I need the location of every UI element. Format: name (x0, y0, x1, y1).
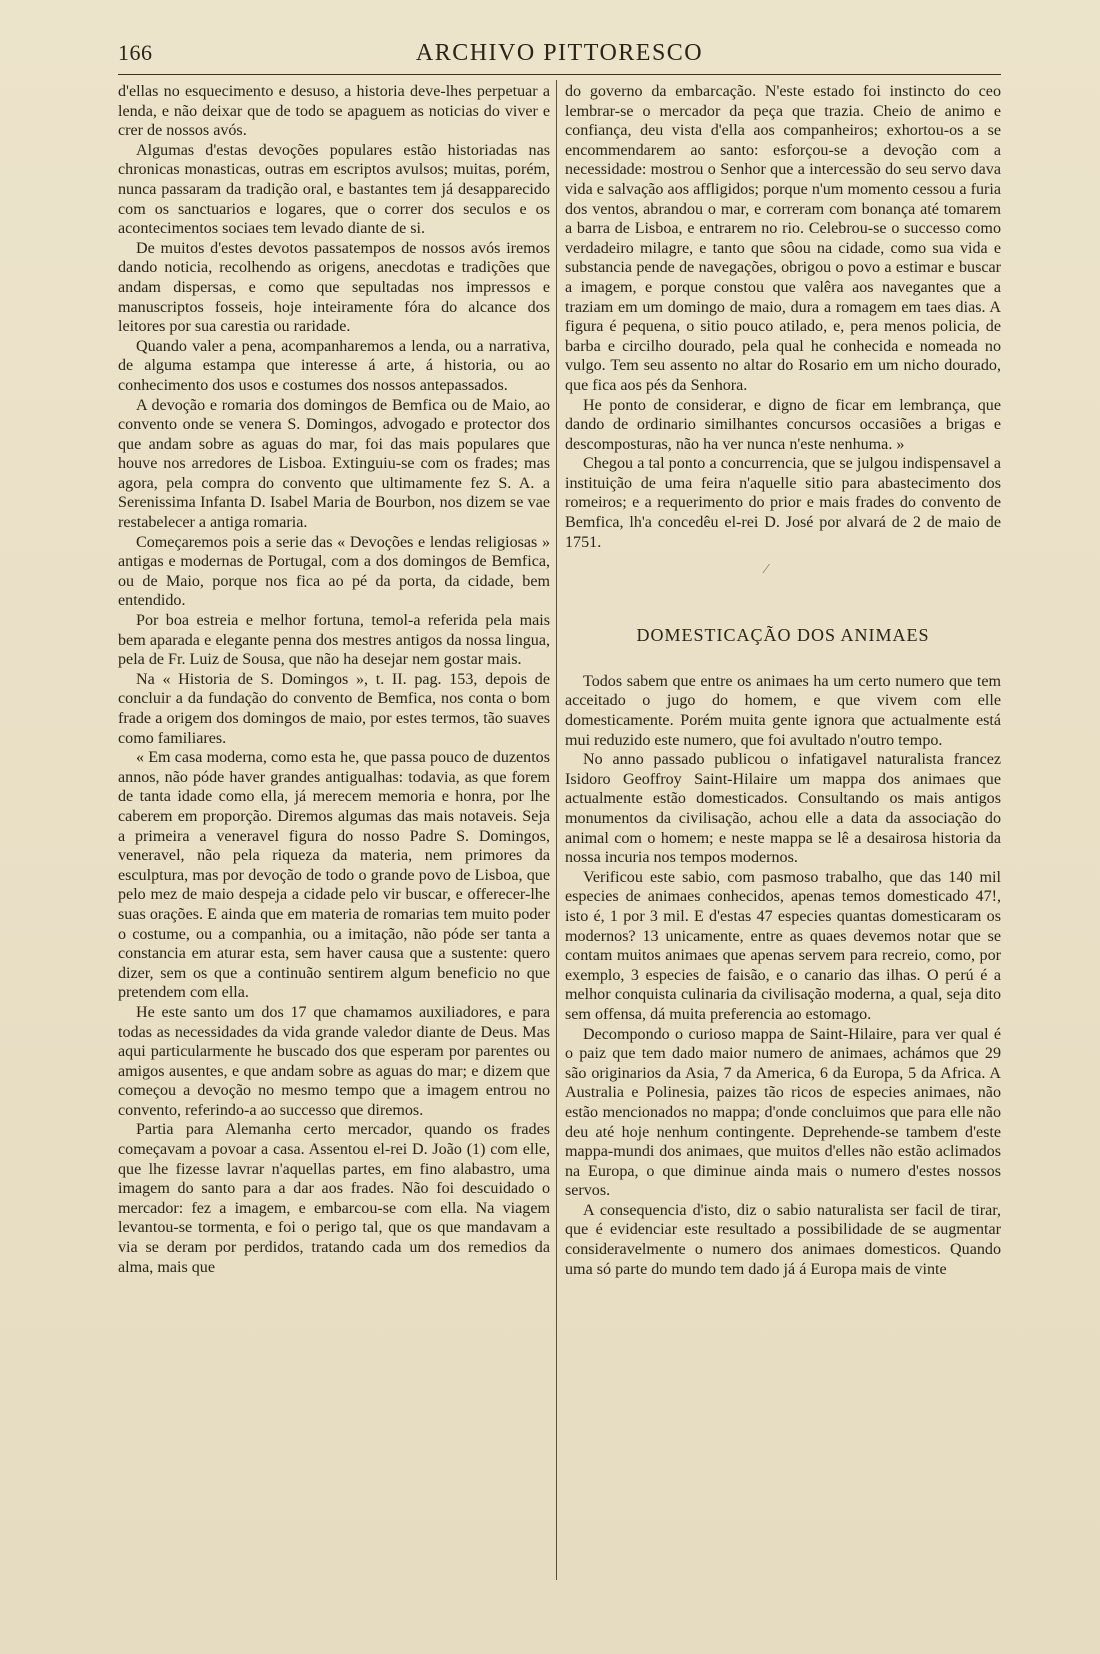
page-header (118, 34, 1001, 70)
ornament-mark: ⁄ (765, 562, 768, 578)
paragraph: d'ellas no esquecimento e desuso, a historia deve-lhes perpetuar a lenda, e não deixar que de todo se apaguem as noticias do viver e crer de nossos avós. (118, 83, 550, 140)
paragraph: De muitos d'estes devotos passatempos de nossos avós iremos dando noticia, recolhendo as origens, anecdotas e tradições que andam dispersas, e como que sepultadas nos impressos e manuscriptos fosseis, hoje inteiramente fóra do alcance dos leitores por sua carestia ou raridade. (118, 239, 550, 336)
section-break (565, 552, 1001, 626)
paragraph: No anno passado publicou o infatigavel naturalista francez Isidoro Geoffroy Saint-Hilaire um mappa dos animaes que actualmente estão domesticados. Consultando os mais antigos monumentos da civilisação, achou elle a data da associação do animal com o homem; e neste mappa se lê a desairosa historia da nossa incuria nos tempos modernos. (565, 751, 1001, 867)
paragraph: Na « Historia de S. Domingos », t. II. pag. 153, depois de concluir a da fundação do convento de Bemfica, nos conta o bom frade a origem dos domingos de maio, por estes termos, tão suaves como familiares. (118, 670, 550, 747)
paragraph: Algumas d'estas devoções populares estão historiadas nas chronicas monasticas, outras em escriptos avulsos; muitas, porém, nunca passaram da tradição oral, e bastantes tem já desapparecido com os sanctuarios e logares, que o correr dos seculos e os acontecimentos sociaes tem levado diante de si. (118, 141, 550, 238)
right-column (565, 82, 1001, 1279)
running-title: ARCHIVO PITTORESCO (415, 40, 704, 66)
page-number: 166 (118, 40, 153, 65)
paragraph: A consequencia d'isto, diz o sabio naturalista ser facil de tirar, que é evidenciar este resultado a possibilidade de se augmentar consideravelmente o numero dos animaes domesticos. Quando uma só parte do mundo tem dado já á Europa mais de vinte (565, 1201, 1001, 1278)
paragraph: Verificou este sabio, com pasmoso trabalho, que das 140 mil especies de animaes conhecidos, apenas temos domesticado 47!, isto é, 1 por 3 mil. E d'estas 47 especies quantas domesticaram os modernos? 13 unicamente, entre as quaes devemos notar que se contam muitos animaes que apenas servem para recreio, como, por exemplo, 3 especies de faisão, e o canario das ilhas. O perú é a melhor conquista culinaria da civilisação moderna, a qual, seja dito sem offensa, dá muita preferencia ao estomago. (565, 868, 1001, 1023)
paragraph: Começaremos pois a serie das « Devoções e lendas religiosas » antigas e modernas de Portugal, com a dos domingos de Bemfica, ou de Maio, porque nos fica ao pé da porta, da cidade, bem entendido. (118, 533, 550, 610)
paragraph: He este santo um dos 17 que chamamos auxiliadores, e para todas as necessidades da vida grande valedor diante de Deus. Mas aqui particularmente he buscado dos que esperam por parentes ou amigos ausentes, e que andam sobre as aguas do mar; e dizem que começou a devoção no mesmo tempo que a imagem entrou no convento, referindo-a ao successo que diremos. (118, 1003, 550, 1119)
column-divider (556, 80, 557, 1580)
paragraph: Partia para Alemanha certo mercador, quando os frades começavam a povoar a casa. Assentou el-rei D. João (1) com elle, que lhe fizesse lavrar n'aquellas partes, em fino alabastro, uma imagem do santo para a dar aos frades. Não foi descuidado o mercador: fez a imagem, e embarcou-se com ella. Na viagem levantou-se tormenta, e foi o perigo tal, que os que mandavam a via se deram por perdidos, tratando cada um dos remedios da alma, mais que (118, 1121, 550, 1276)
paragraph: Por boa estreia e melhor fortuna, temol-a referida pela mais bem aparada e elegante penna dos mestres antigos da nossa lingua, pela de Fr. Luiz de Sousa, que não ha desejar nem gostar mais. (118, 612, 550, 669)
paragraph: Decompondo o curioso mappa de Saint-Hilaire, para ver qual é o paiz que tem dado maior numero de animaes, achámos que 29 são originarios da Asia, 7 da America, 6 da Europa, 5 da Africa. A Australia e Polinesia, paizes tão ricos de especies animaes, não estão mencionados no mappa; d'onde concluimos que para elle não deu até hoje nenhum contingente. Deprehende-se tambem d'este mappa-mundi dos animaes, que muitos d'elles não estão aclimados na Europa, o que diminue ainda mais o numero d'estes nossos servos. (565, 1025, 1001, 1200)
paragraph: A devoção e romaria dos domingos de Bemfica ou de Maio, ao convento onde se venera S. Domingos, advogado e protector dos que andam sobre as aguas do mar, foi das mais populares que houve nos arredores de Lisboa. Extinguiu-se com os frades; mas agora, pela compra do convento que ultimamente fez S. A. a Serenissima Infanta D. Isabel Maria de Bourbon, nos dizem se vae restabelecer a antiga romaria. (118, 396, 550, 532)
paragraph: do governo da embarcação. N'este estado foi instincto do ceo lembrar-se o mercador da peça que trazia. Cheio de animo e confiança, deu vista d'ella aos companheiros; exhortou-os a se encommendarem ao santo: esforçou-se a devoção com a necessidade: mostrou o Senhor que a intercessão do seu servo dava vida e salvação aos affligidos; porque n'um momento cessou a furia dos ventos, abrandou o mar, e correram com bonança até tomarem a barra de Lisboa, e entrarem no rio. Celebrou-se o successo como verdadeiro milagre, e tanto que sôou na cidade, como sua vida e substancia pende de navegações, obrigou o povo a estimar e buscar a imagem, e porque constou que valêra aos navegantes que a traziam em um domingo de maio, dura a romagem em taes dias. A figura é pequena, o sitio pouco atilado, e, pera menos policia, de barba e circilho dourado, pela qual he conhecida e nomeada no vulgo. Tem seu assento no altar do Rosario em um nicho dourado, que fica aos pés da Senhora. (565, 83, 1001, 394)
paragraph: He ponto de considerar, e digno de ficar em lembrança, que dando de ordinario similhantes concursos occasiões a brigas e descomposturas, não ha ver nunca n'este nenhuma. » (565, 396, 1001, 453)
section-title: DOMESTICAÇÃO DOS ANIMAES (636, 625, 930, 646)
paragraph: Todos sabem que entre os animaes ha um certo numero que tem acceitado o jugo do homem, e que vivem com elle domesticamente. Porém muita gente ignora que actualmente está mui reduzido este numero, que foi avultado n'outro tempo. (565, 672, 1001, 749)
header-rule (118, 74, 1001, 75)
paragraph: Quando valer a pena, acompanharemos a lenda, ou a narrativa, de alguma estampa que interesse á arte, á historia, ou ao conhecimento dos usos e costumes dos nossos antepassados. (118, 337, 550, 394)
paragraph: Chegou a tal ponto a concurrencia, que se julgou indispensavel a instituição de uma feira n'aquelle sitio para abastecimento dos romeiros; e a requerimento do prior e mais frades do convento de Bemfica, lh'a concedêu el-rei D. José por alvará de 2 de maio de 1751. (565, 455, 1001, 551)
paragraph: « Em casa moderna, como esta he, que passa pouco de duzentos annos, não póde haver grandes antigualhas: todavia, as que forem de tanta idade como ella, já merecem memoria e honra, por lhe caberem em proporção. Diremos algumas das mais notaveis. Seja a primeira a veneravel figura do nosso Padre S. Domingos, veneravel, não pela riqueza da materia, nem primores da esculptura, mas por devoção de todo o grande povo de Lisboa, que pelo mez de maio despeja a cidade pelo vir buscar, e offerecer-lhe suas orações. E ainda que em materia de romarias tem muito poder o costume, ou a companhia, ou a imitação, não póde ser tanta a constancia em aturar esta, sem haver causa que a sustente: quero dizer, sem os que a continuão sentirem algum beneficio no que pretendem com ella. (118, 749, 550, 1002)
left-column (118, 82, 550, 1277)
